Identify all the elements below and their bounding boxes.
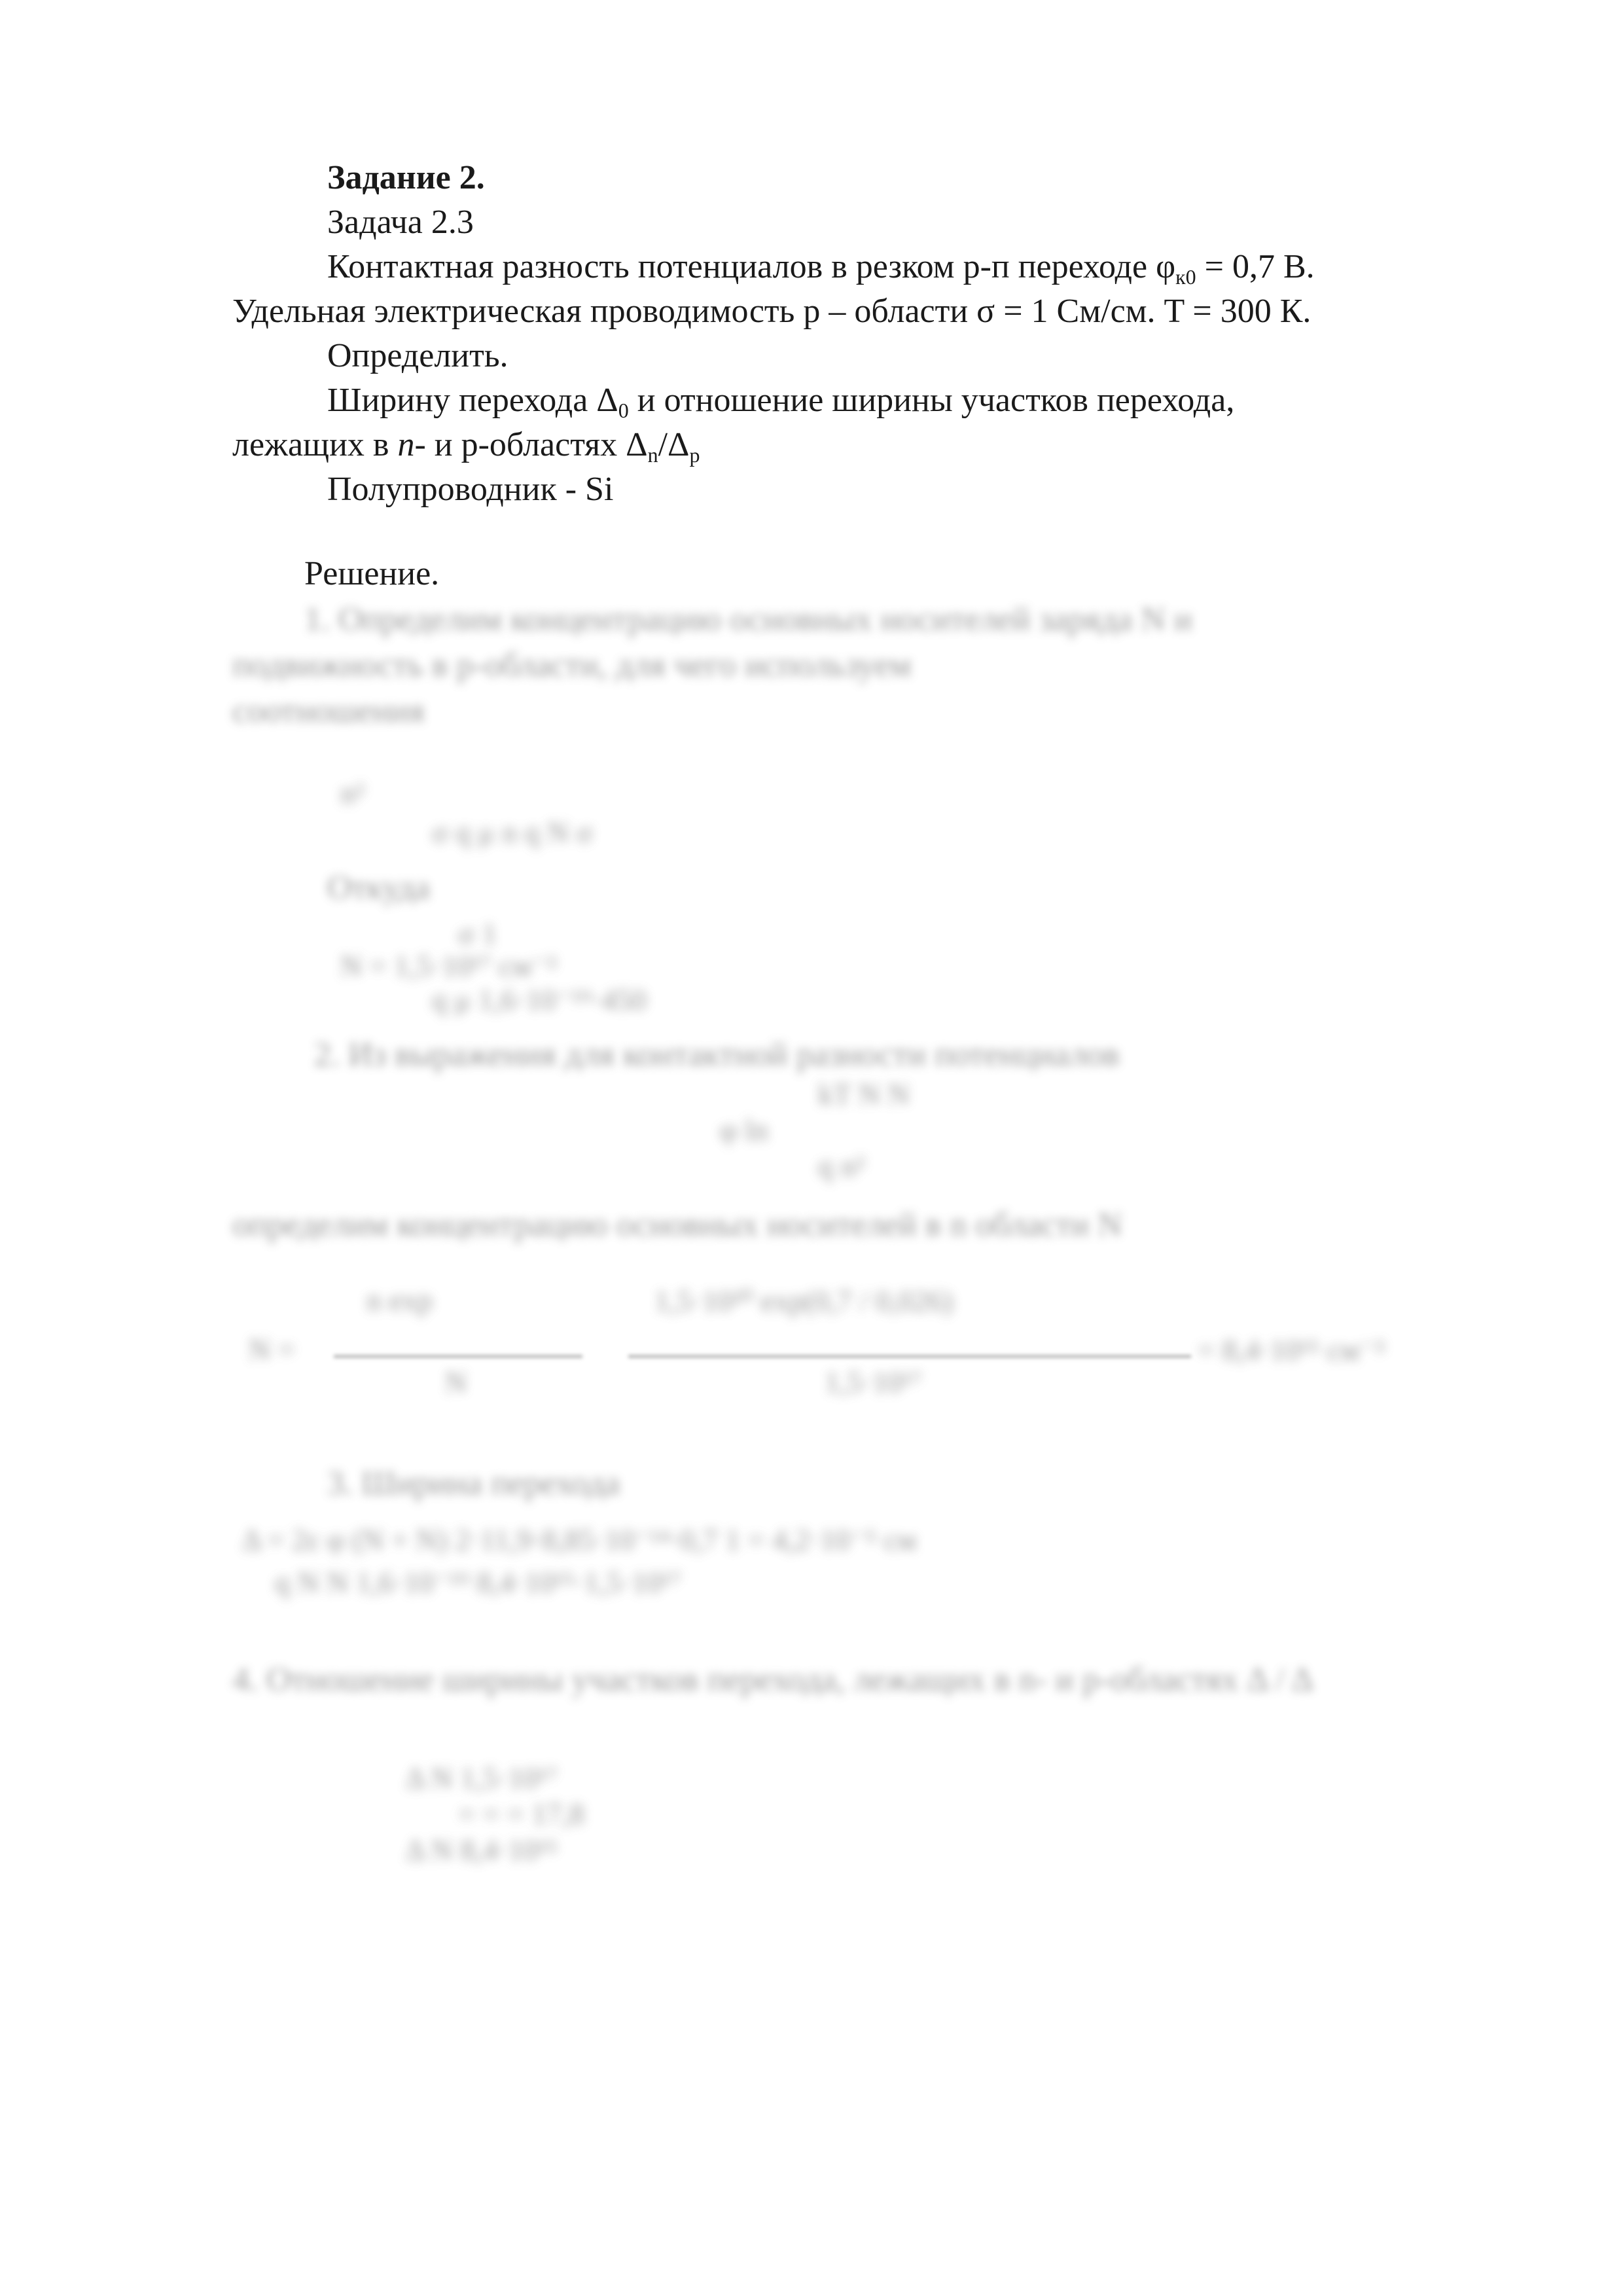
- formula-2-mid: N = 1,5·10¹⁷ см⁻³: [340, 949, 556, 982]
- define-label: Определить.: [327, 337, 508, 374]
- formula-4-num-1: n exp: [366, 1283, 433, 1317]
- formula-4-left: N =: [249, 1333, 295, 1366]
- formula-3-mid: φ ln: [720, 1113, 768, 1147]
- formula-6-eq: = = = 17,8: [458, 1797, 584, 1831]
- formula-2-bottom: q μ 1,6·10⁻¹⁹·450: [432, 983, 647, 1016]
- formula-1-top: n²: [340, 776, 365, 810]
- solution-step-1-line-2: подвижность в p-области, для чего используем: [232, 647, 912, 684]
- solution-step-1-line-1: 1. Определим концентрацию основных носителей заряда N и: [304, 601, 1192, 638]
- task-heading: Задание 2.: [327, 159, 485, 196]
- solution-step-2-heading: 2. Из выражения для контактной разности потенциалов: [314, 1036, 1120, 1073]
- formula-3-top: kT N N: [818, 1077, 910, 1111]
- formula-4-fraction-bar-2: [628, 1355, 1191, 1358]
- question-line-2: лежащих в n- и p-областях Δn/Δp: [232, 426, 700, 467]
- condition-line-2: Удельная электрическая проводимость p – области σ = 1 См/см. T = 300 К.: [232, 293, 1311, 330]
- formula-5-line-1: Δ = 2ε φ (N + N) 2·11,9·8,85·10⁻¹⁴·0,7 1 = 4,2·10⁻⁵ см: [242, 1523, 917, 1556]
- formula-1-bottom: σ q μ n q N σ: [432, 816, 593, 849]
- formula-4-num-2: 1,5·10²⁰ exp(0,7 / 0,026): [654, 1284, 954, 1318]
- solution-step-4-heading: 4. Отношение ширины участков перехода, лежащих в n- и p-областях Δ / Δ: [232, 1661, 1313, 1698]
- question-line-1: Ширину перехода Δ0 и отношение ширины участков перехода,: [327, 382, 1235, 422]
- formula-4-fraction-bar-1: [334, 1355, 582, 1358]
- formula-6-bottom: Δ N 8,4·10¹⁵: [406, 1833, 558, 1867]
- solution-step-2-after: определим концентрацию основных носителей в n области N: [232, 1206, 1122, 1244]
- solution-step-3-heading: 3. Ширина перехода: [327, 1465, 620, 1502]
- solution-heading: Решение.: [304, 555, 440, 592]
- formula-4-den-2: 1,5·10¹⁷: [825, 1365, 922, 1399]
- formula-4-result: = 8,4·10¹⁵ см⁻³: [1198, 1333, 1385, 1367]
- task-number: Задача 2.3: [327, 204, 474, 241]
- solution-step-1-line-3: соотношения: [232, 692, 425, 730]
- condition-line-1: Контактная разность потенциалов в резком p-п переходе φк0 = 0,7 В.: [327, 248, 1315, 289]
- material-line: Полупроводник - Si: [327, 471, 614, 508]
- formula-3-bottom: q n²: [818, 1149, 865, 1183]
- formula-6-top: Δ N 1,5·10¹⁷: [406, 1761, 558, 1795]
- otkuda-label: Откуда: [327, 869, 431, 906]
- formula-5-line-2: q N N 1,6·10⁻¹⁹ 8,4·10¹⁵·1,5·10¹⁷: [275, 1566, 681, 1599]
- formula-4-den-1: N: [445, 1365, 467, 1399]
- formula-2-top: σ 1: [458, 917, 497, 950]
